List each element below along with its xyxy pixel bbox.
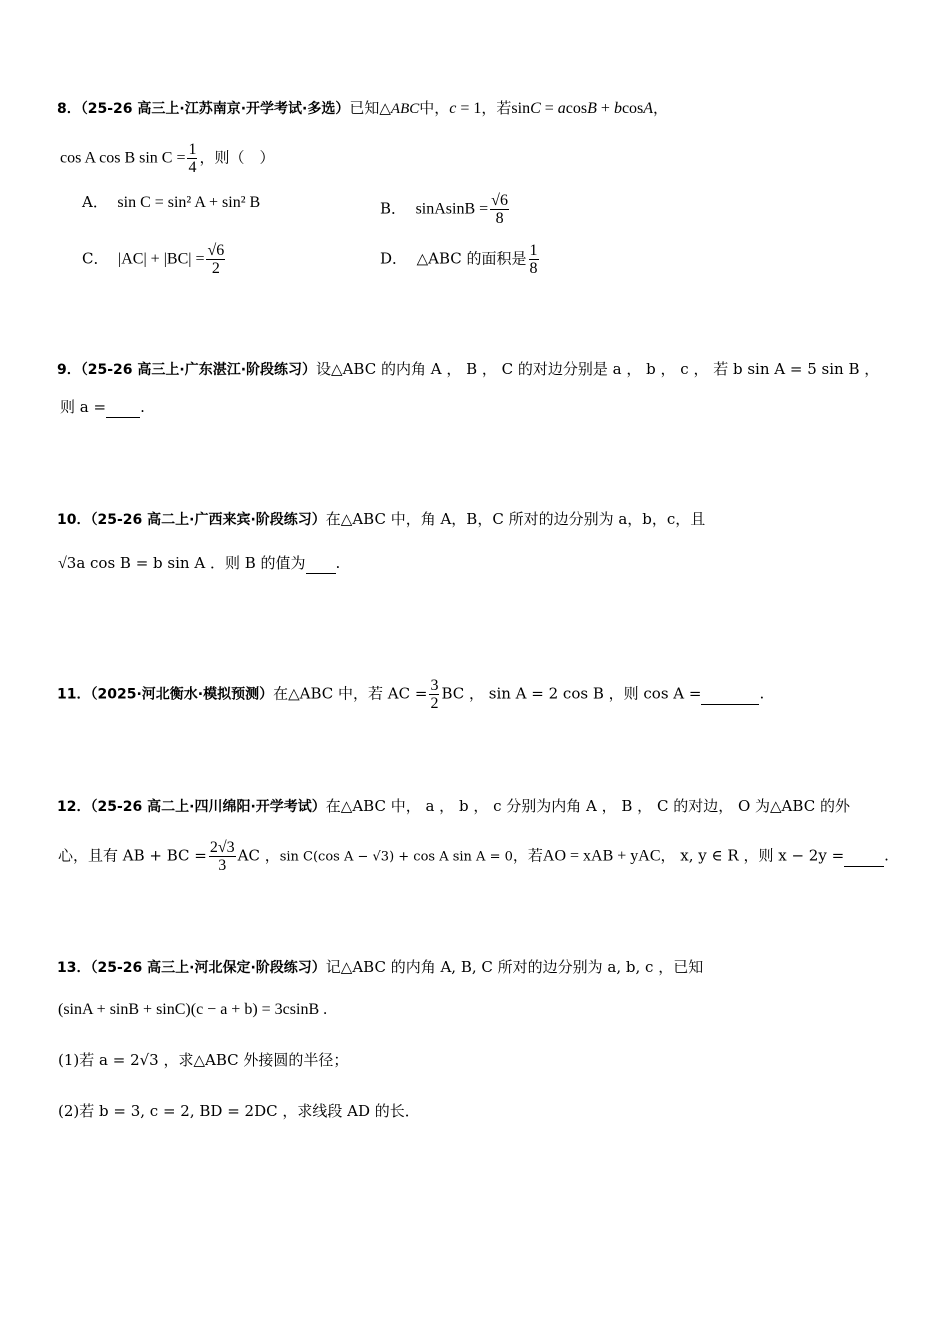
fraction: $\frac{1}{8}$ [529, 242, 538, 277]
fraction: $\frac{√6}{8}$ [491, 192, 508, 227]
question-8-line1: 8．（25-26 高三上·江苏南京·开学考试·多选）已知△ABC中，c = 1，若sinC = acosB + bcosA， [57, 99, 669, 117]
question-source-tag: （25-26 高三上·江苏南京·开学考试·多选） [80, 101, 350, 117]
question-number: 12． [57, 799, 91, 815]
question-10-line2: √3a cos B = b sin A ．则 B 的值为 . [58, 554, 341, 572]
question-8-line2: cos A cos B sin C = $\frac{1}{4}$ ，则（ ） [60, 141, 275, 176]
question-13-part1: (1)若 a = 2√3 ，求△ABC 外接圆的半径； [58, 1051, 349, 1069]
option-d: D． △ABC 的面积是 $\frac{1}{8}$ [380, 242, 538, 277]
question-13-line1: 13．（25-26 高三上·河北保定·阶段练习）记△ABC 的内角 A, B, C 所对的边分别为 a, b, c ，已知 [57, 958, 704, 976]
option-a: A． sin C = sin² A + sin² B [82, 193, 261, 211]
option-c: C． |AC| + |BC| = $\frac{√6}{2}$ [82, 242, 225, 277]
answer-blank[interactable] [701, 684, 759, 705]
option-b: B． sinAsinB = $\frac{√6}{8}$ [380, 192, 508, 227]
question-number: 8． [57, 101, 81, 117]
question-9-line1: 9．（25-26 高三上·广东湛江·阶段练习）设△ABC 的内角 A ， B ， C 的对边分别是 a ， b ， c ， 若 b sin A = 5 sin B ， [57, 360, 880, 378]
question-number: 10． [57, 512, 91, 528]
fraction: $\frac{3}{2}$ [430, 677, 439, 712]
question-11-line1: 11．（2025·河北衡水·模拟预测）在△ABC 中，若 AC = $\frac{3}{2}$ BC ， sin A = 2 cos B ，则 cos A = . [57, 677, 765, 712]
question-number: 9． [57, 362, 81, 378]
question-13-line2: (sinA + sinB + sinC)(c − a + b) = 3csinB . [58, 1001, 328, 1018]
question-source-tag: （25-26 高二上·四川绵阳·开学考试） [90, 799, 326, 815]
question-number: 11． [57, 686, 91, 703]
question-source-tag: （25-26 高二上·广西来宾·阶段练习） [90, 512, 326, 528]
question-13-part2: (2)若 b = 3, c = 2, BD = 2DC ，求线段 AD 的长． [58, 1102, 420, 1120]
question-10-line1: 10．（25-26 高二上·广西来宾·阶段练习）在△ABC 中，角 A，B，C 所对的边分别为 a，b，c，且 [57, 510, 706, 528]
question-source-tag: （25-26 高三上·广东湛江·阶段练习） [80, 362, 317, 378]
question-12-line2: 心，且有 AB + BC = $\frac{2√3}{3}$ AC ，sin C(cos A − √3) + cos A sin A = 0，若AO = xAB + yAC， x, y ∈ R ，则 x − 2y = . [58, 839, 889, 874]
fraction: $\frac{2√3}{3}$ [209, 839, 235, 874]
question-number: 13． [57, 960, 91, 976]
question-9-line2: 则 a = . [60, 398, 145, 416]
answer-blank[interactable] [844, 846, 884, 867]
question-12-line1: 12．（25-26 高二上·四川绵阳·开学考试）在△ABC 中， a ， b ， c 分别为内角 A ， B ， C 的对边， O 为△ABC 的外 [57, 797, 850, 815]
fraction: $\frac{√6}{2}$ [207, 242, 225, 277]
answer-blank[interactable] [106, 397, 140, 418]
question-source-tag: （2025·河北衡水·模拟预测） [90, 686, 274, 703]
fraction: $\frac{1}{4}$ [188, 141, 197, 176]
question-source-tag: （25-26 高三上·河北保定·阶段练习） [90, 960, 326, 976]
answer-blank[interactable] [306, 553, 336, 574]
